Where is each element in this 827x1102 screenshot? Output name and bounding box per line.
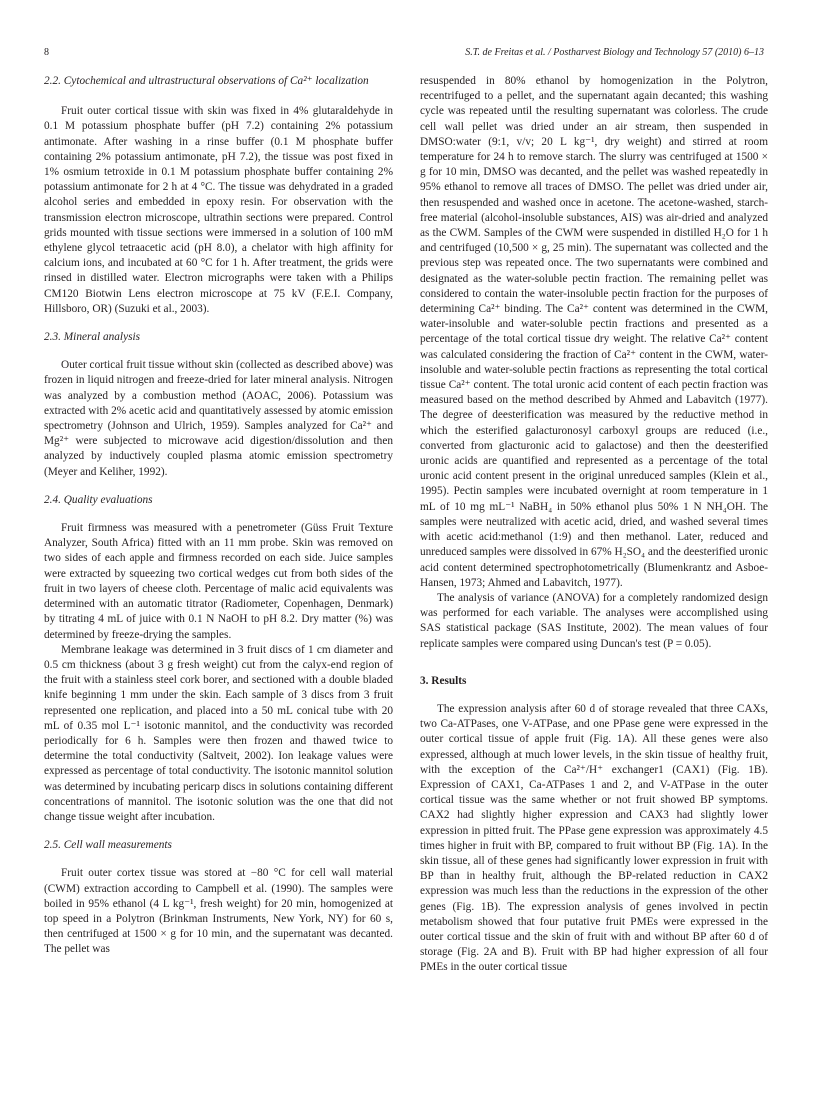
paragraph-2-5: Fruit outer cortex tissue was stored at −80 °C for cell wall material (CWM) extraction according to Campbell et al. (1990). The samples were boiled in 95% ethanol (4 L kg⁻¹, fresh weight) for 20 min, homogenized at top speed in a Polytron (Brinkman Instruments, New York, NY) for 60 s, then centrifuged at 1500 × g for 10 min, and the supernatant was decanted. The pellet was (44, 867, 393, 956)
page-header (44, 47, 767, 61)
section-heading-3: 3. Results (420, 674, 467, 687)
section-heading-2-5: 2.5. Cell wall measurements (44, 839, 172, 852)
paragraph-2-4-membrane-leakage: Membrane leakage was determined in 3 fruit discs of 1 cm diameter and 0.5 cm thickness (about 3 g fresh weight) cut from the calyx-end region of the fruit with a stainless steel cork borer, and sectioned with a double bladed knife beginning 1 mm under the skin. Each sample of 3 discs from 3 fruit represented one replication, and placed into a 50 mL conical tube with 20 mL of 0.35 mol L⁻¹ isotonic mannitol, and the conductivity was recorded periodically for 6 h. Samples were then frozen and thawed twice to determine the total conductivity (Saltveit, 2002). Ion leakage values were expressed as percentage of total conductivity. The isotonic mannitol solution was determined by incubating pericarp discs in solutions containing different concentrations of mannitol. The isotonic solution was the one that did not change tissue weight after incubation. (44, 643, 393, 823)
section-heading-2-4: 2.4. Quality evaluations (44, 493, 153, 506)
paragraph-statistics: The analysis of variance (ANOVA) for a completely randomized design was performed for each variable. The analyses were accomplished using SAS statistical package (SAS Institute, 2002). The mean values of four replicate samples were compared using Duncan's test (P = 0.05). (420, 591, 768, 650)
running-header-citation: S.T. de Freitas et al. / Postharvest Biology and Technology 57 (2010) 6–13 (465, 47, 764, 58)
page-number: 8 (44, 47, 49, 58)
paragraph-2-5-continued: resuspended in 80% ethanol by homogenization in the Polytron, recentrifuged to a pellet, and the supernatant again decanted; this washing cycle was repeated until the resulting supernatant was colorless. The crude cell wall pellet was dried under an air stream, then suspended in DMSO:water (9:1, v/v; 20 L kg⁻¹, dry weight) and stirred at room temperature for 24 h to remove starch. The slurry was centrifuged at 1500 × g for 10 min, DMSO was decanted, and the pellet was washed repeatedly in 95% ethanol to remove all traces of DMSO. The pellet was dried under air, then resuspended and washed once in acetone. The acetone-washed, starch-free material (alcohol-insoluble substances, AIS) was air-dried and analyzed as the CWM. Samples of the CWM were suspended in distilled H₂O for 1 h and centrifuged (10,500 × g, 25 min). The supernatant was collected and the previous step was repeated once. The two supernatants were combined and designated as the water-soluble pectin fraction. The remaining pellet was considered to contain the water-insoluble pectin fraction for the purposes of determining Ca²⁺ binding. The Ca²⁺ content was determined in the CWM, water-insoluble and water-soluble pectin fractions and presented as a percentage of the total cortical tissue dry weight. The relative Ca²⁺ content was calculated considering the fraction of Ca²⁺ content in the CWM, water-insoluble and water-soluble pectin fractions as representing the total cortical tissue Ca²⁺ content. The total uronic acid content of each pectin fraction was measured based on the method described by Ahmed and Labavitch (1977). The degree of deesterification was measured by the reductive method in which the esterified galacturonosyl carboxyl groups are reduced (i.e., converted from glacturonic acid to galactose) and then the deesterified uronic acids are quantified and represented as a percentage of the total uronic acid content present in the original unreduced samples (Klein et al., 1995). Pectin samples were incubated overnight at room temperature in 1 mL of 10 mg mL⁻¹ NaBH₄ in 50% ethanol plus 50% 1 N NH₄OH. The samples were neutralized with acetic acid, dried, and washed several times with acetic acid:methanol (1:9) and then methanol. Later, reduced and unreduced samples were dissolved in 67% H₂SO₄ and the deesterified uronic acid content determined spectrophotometrically (Blumenkrantz and Asboe-Hansen, 1973; Ahmed and Labavitch, 1977). (420, 75, 768, 589)
paragraph-2-3: Outer cortical fruit tissue without skin (collected as described above) was frozen in liquid nitrogen and freeze-dried for later mineral analysis. Nitrogen was analyzed by a combustion method (AOAC, 2006). Potassium was extracted with 2% acetic acid and quantitatively assessed by atomic emission spectrometry (Johnson and Ulrich, 1959). Samples analyzed for Ca²⁺ and Mg²⁺ were subjected to microwave acid digestion/dissolution and then analyzed by inductively coupled plasma atomic emission spectrometry (Meyer and Keliher, 1992). (44, 359, 393, 478)
left-column (44, 74, 393, 958)
paragraph-2-4-firmness: Fruit firmness was measured with a penetrometer (Güss Fruit Texture Analyzer, South Africa) fitted with an 11 mm probe. Skin was removed on two sides of each apple and firmness recorded on each side. Juice samples were extracted by squeezing two cortical wedges cut from both sides of the fruit in two layers of cheese cloth. Percentage of malic acid equivalents was determined with an automatic titrator (Radiometer, Copenhagen, Denmark) by titrating 4 mL of juice with 0.1 N NaOH to pH 8.2. Dry matter (%) was determined by freeze-drying the samples. (44, 522, 393, 641)
paragraph-2-2: Fruit outer cortical tissue with skin was fixed in 4% glutaraldehyde in 0.1 M potassium phosphate buffer (pH 7.2) containing 2% potassium antimonate. After washing in a rinse buffer (0.1 M phosphate buffer containing 2% potassium antimonate, pH 7.2), the tissue was post fixed in 1% osmium tetroxide in 0.1 M potassium phosphate buffer containing 2% potassium antimonate for 2 h at 4 °C. The tissue was dehydrated in a graded alcohol series and embedded in epoxy resin. For observation with the transmission electron microscope, ultrathin sections were prepared. Control grids mounted with tissue sections were immersed in a solution of 100 mM ethylene glycol tetraacetic acid (pH 8.0), a chelator with high affinity for calcium ions, and incubated at 60 °C for 1 h. After treatment, the grids were rinsed in distilled water. Electron micrographs were taken with a Philips CM120 Biotwin Lens electron microscope at 75 kV (F.E.I. Company, Hillsboro, OR) (Suzuki et al., 2003). (44, 105, 393, 315)
section-heading-2-2: 2.2. Cytochemical and ultrastructural observations of Ca²⁺ localization (44, 75, 369, 87)
paragraph-results: The expression analysis after 60 d of storage revealed that three CAXs, two Ca-ATPases, one V-ATPase, and one PPase gene were expressed in the outer cortical tissue of apple fruit (Fig. 1A). All these genes were also expressed, although at much lower levels, in the skin tissue of healthy fruit, with the exception of the Ca²⁺/H⁺ exchanger1 (CAX1) (Fig. 1B). Expression of CAX1, Ca-ATPases 1 and 2, and V-ATPase in the outer cortical tissue was the same whether or not fruit showed BP symptoms. CAX2 had slightly higher expression and CAX3 had slightly lower expression in pitted fruit. The PPase gene expression was approximately 4.5 times higher in fruit with BP, compared to fruit without BP (Fig. 1A). In the skin tissue, all of these genes had significantly lower expression in fruit with BP than in healthy fruit, although the BP-related reduction in CAX2 expression was much less than the reductions in the expression of the other genes (Fig. 1B). The expression analysis of genes involved in pectin metabolism showed that four putative fruit PMEs were expressed in the outer cortical tissue and the skin of fruit with and without BP after 60 d of storage (Fig. 2A and B). Fruit with BP had higher expression of all four PMEs in the outer cortical tissue (420, 702, 768, 974)
right-column (420, 74, 768, 976)
section-heading-2-3: 2.3. Mineral analysis (44, 331, 141, 344)
